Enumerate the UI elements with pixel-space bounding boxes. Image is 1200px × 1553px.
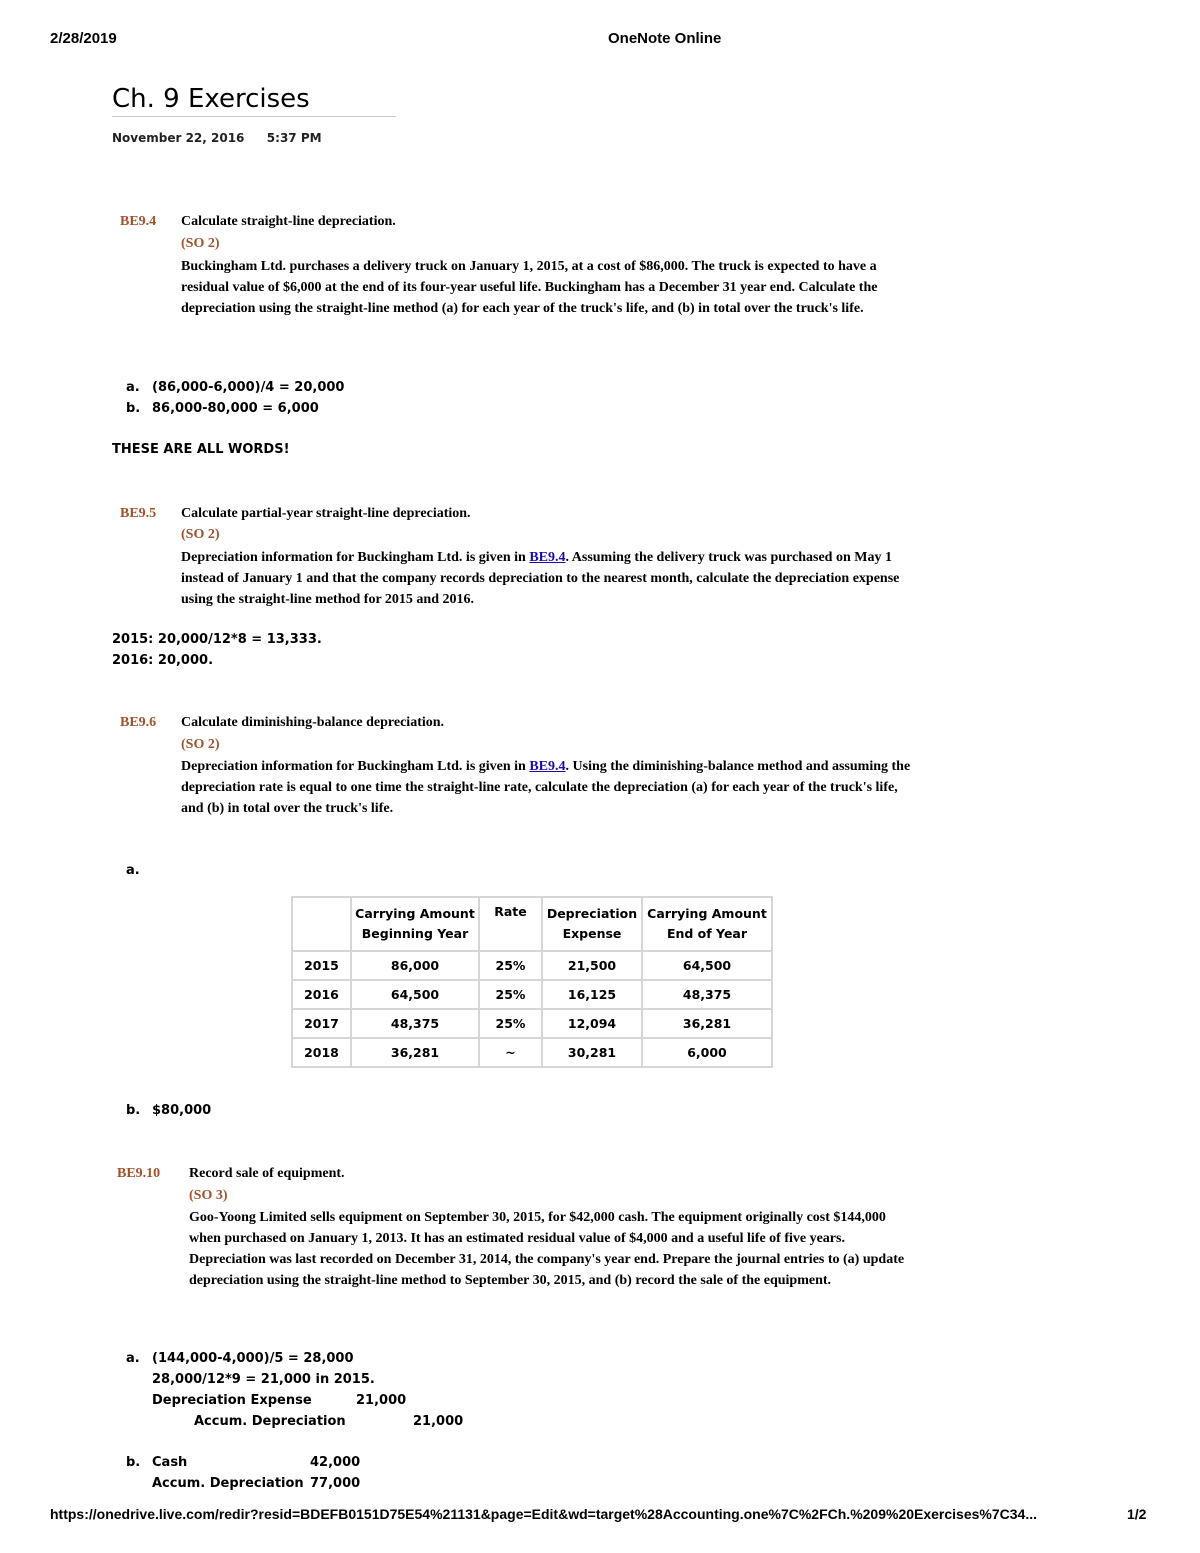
exercise-title: Calculate partial-year straight-line depreciation. bbox=[181, 506, 471, 521]
table-header-cell bbox=[292, 897, 351, 951]
exercise-body: Goo-Yoong Limited sells equipment on September 30, 2015, for $42,000 cash. The equipment originally cost $144,000 when purchased on January 1, 2013. It has an estimated residual value of $4,000 and a useful life of five years. Depreciation was last recorded on December 31, 2014, the company's year end. Prepare the journal entries to (a) update depreciation using the straight-line method to September 30, 2015, and (b) record the sale of the equipment. bbox=[189, 1210, 905, 1288]
page-time: 5:37 PM bbox=[266, 131, 322, 145]
journal-account: Accum. Depreciation bbox=[152, 1476, 304, 1491]
be94-link[interactable]: BE9.4 bbox=[529, 759, 566, 774]
table-header-row bbox=[292, 897, 772, 951]
answer-b: 86,000-80,000 = 6,000 bbox=[152, 401, 319, 416]
body-text: Depreciation information for Buckingham Ltd. is given in bbox=[181, 550, 530, 565]
journal-debit-account: Depreciation Expense bbox=[152, 1393, 312, 1408]
exercise-body bbox=[181, 547, 911, 610]
table-row bbox=[292, 980, 772, 1009]
print-date: 2/28/2019 bbox=[50, 30, 117, 47]
table-cell: 36,281 bbox=[351, 1038, 479, 1067]
answer-b-label: b. bbox=[126, 1103, 141, 1118]
journal-amount: 77,000 bbox=[310, 1476, 361, 1491]
exercise-body bbox=[181, 756, 911, 819]
table-cell: 25% bbox=[479, 951, 542, 980]
answer-b-label: b. bbox=[126, 401, 141, 416]
study-objective: (SO 2) bbox=[181, 527, 220, 542]
table-row bbox=[292, 1038, 772, 1067]
table-cell: 30,281 bbox=[542, 1038, 642, 1067]
study-objective: (SO 2) bbox=[181, 236, 220, 251]
table-cell-year: 2016 bbox=[292, 980, 351, 1009]
table-cell: 86,000 bbox=[351, 951, 479, 980]
exercise-code: BE9.6 bbox=[120, 715, 157, 730]
exercise-code: BE9.10 bbox=[117, 1166, 161, 1181]
table-header-cell: Depreciation Expense bbox=[542, 897, 642, 951]
answer-a-label: a. bbox=[126, 380, 140, 395]
table-cell-year: 2018 bbox=[292, 1038, 351, 1067]
table-cell: 25% bbox=[479, 980, 542, 1009]
table-row bbox=[292, 951, 772, 980]
page-date: November 22, 2016 bbox=[112, 131, 245, 145]
answer-line: 2015: 20,000/12*8 = 13,333. bbox=[112, 632, 322, 647]
table-cell: 48,375 bbox=[642, 980, 772, 1009]
study-objective: (SO 3) bbox=[189, 1188, 228, 1203]
table-cell: 36,281 bbox=[642, 1009, 772, 1038]
table-cell: 6,000 bbox=[642, 1038, 772, 1067]
answer-line: (144,000-4,000)/5 = 28,000 bbox=[152, 1351, 354, 1366]
table-row bbox=[292, 1009, 772, 1038]
print-url: https://onedrive.live.com/redir?resid=BDEFB0151D75E54%21131&page=Edit&wd=target%28Accounting.one%7C%2FCh.%209%20Exercises%7C34... bbox=[50, 1506, 1037, 1522]
table-cell: ~ bbox=[479, 1038, 542, 1067]
depreciation-table bbox=[291, 896, 773, 1068]
table-cell-year: 2015 bbox=[292, 951, 351, 980]
table-cell: 25% bbox=[479, 1009, 542, 1038]
table-cell: 16,125 bbox=[542, 980, 642, 1009]
exercise-code: BE9.4 bbox=[120, 214, 157, 229]
answer-a: (86,000-6,000)/4 = 20,000 bbox=[152, 380, 345, 395]
exercise-body: Buckingham Ltd. purchases a delivery truck on January 1, 2015, at a cost of $86,000. The truck is expected to have a residual value of $6,000 at the end of its four-year useful life. Buckingham has a December 31 year end. Calculate the depreciation using the straight-line method (a) for each year of the truck's life, and (b) in total over the truck's life. bbox=[181, 259, 878, 316]
print-app-name: OneNote Online bbox=[608, 30, 722, 47]
be94-link[interactable]: BE9.4 bbox=[529, 550, 566, 565]
table-cell-year: 2017 bbox=[292, 1009, 351, 1038]
exercise-title: Calculate straight-line depreciation. bbox=[181, 214, 396, 229]
journal-credit-account: Accum. Depreciation bbox=[194, 1414, 346, 1429]
journal-account: Cash bbox=[152, 1455, 188, 1470]
page-title bbox=[112, 84, 396, 117]
table-header-cell: Carrying Amount End of Year bbox=[642, 897, 772, 951]
depreciation-table-wrap bbox=[291, 896, 773, 1068]
answer-b: $80,000 bbox=[152, 1103, 212, 1118]
answer-line: 2016: 20,000. bbox=[112, 653, 214, 668]
table-header-cell: Rate bbox=[479, 897, 542, 951]
table-cell: 12,094 bbox=[542, 1009, 642, 1038]
page-title-text: Ch. 9 Exercises bbox=[112, 84, 310, 114]
table-cell: 48,375 bbox=[351, 1009, 479, 1038]
exercise-title: Calculate diminishing-balance depreciation. bbox=[181, 715, 445, 730]
exercise-title: Record sale of equipment. bbox=[189, 1166, 345, 1181]
body-text: Depreciation information for Buckingham Ltd. is given in bbox=[181, 759, 530, 774]
answer-b-label: b. bbox=[126, 1455, 141, 1470]
table-cell: 64,500 bbox=[642, 951, 772, 980]
study-objective: (SO 2) bbox=[181, 737, 220, 752]
print-page-number: 1/2 bbox=[1127, 1506, 1147, 1522]
table-cell: 21,500 bbox=[542, 951, 642, 980]
answer-a-label: a. bbox=[126, 1351, 140, 1366]
answer-line: 28,000/12*9 = 21,000 in 2015. bbox=[152, 1372, 375, 1387]
journal-amount: 42,000 bbox=[310, 1455, 361, 1470]
table-header-cell: Carrying Amount Beginning Year bbox=[351, 897, 479, 951]
exercise-code: BE9.5 bbox=[120, 506, 157, 521]
page-timestamp bbox=[112, 131, 322, 145]
answer-a-label: a. bbox=[126, 863, 140, 878]
note-text: THESE ARE ALL WORDS! bbox=[112, 442, 290, 457]
body-text: . Using the diminishing-balance method and assuming the depreciation rate is equal to one time the straight-line rate, calculate the depreciation (a) for each year of the truck's life, and (b) in total over the truck's life. bbox=[181, 759, 911, 816]
table-cell: 64,500 bbox=[351, 980, 479, 1009]
body-text: . Assuming the delivery truck was purchased on May 1 instead of January 1 and that the company records depreciation to the nearest month, calculate the depreciation expense using the straight-line method for 2015 and 2016. bbox=[181, 550, 900, 607]
journal-debit-amount: 21,000 bbox=[356, 1393, 407, 1408]
journal-credit-amount: 21,000 bbox=[413, 1414, 464, 1429]
